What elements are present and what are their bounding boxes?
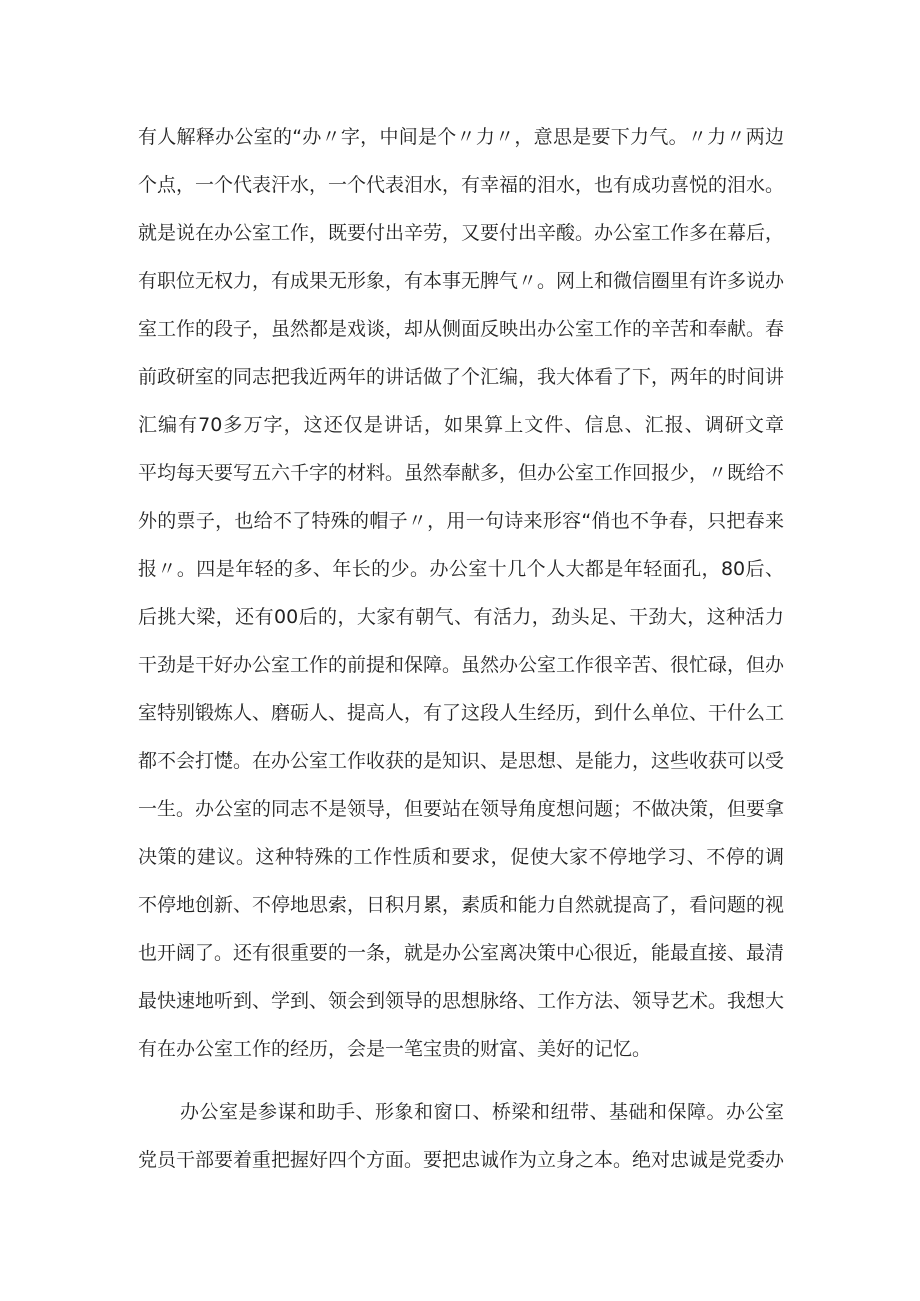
- text-line: 也开阔了。还有很重要的一条，就是办公室离决策中心很近，能最直接、最清: [138, 942, 784, 964]
- text-line: 汇编有70多万字，这还仅是讲话，如果算上文件、信息、汇报、调研文章: [138, 414, 784, 436]
- text-line: 有人解释办公室的“办〃字，中间是个〃力〃，意思是要下力气。〃力〃两边: [138, 126, 784, 148]
- paragraph-2: [138, 1088, 784, 1184]
- text-line: 党员干部要着重把握好四个方面。要把忠诚作为立身之本。绝对忠诚是党委办: [138, 1149, 784, 1171]
- text-line: 平均每天要写五六千字的材料。虽然奉献多，但办公室工作回报少，〃既给不: [138, 462, 784, 484]
- text-line: 不停地创新、不停地思索，日积月累，素质和能力自然就提高了，看问题的视: [138, 894, 784, 916]
- text-line: 决策的建议。这种特殊的工作性质和要求，促使大家不停地学习、不停的调: [138, 846, 784, 868]
- text-line: 一生。办公室的同志不是领导，但要站在领导角度想问题；不做决策，但要拿: [138, 798, 784, 820]
- text-line: 报〃。四是年轻的多、年长的少。办公室十几个人大都是年轻面孔，80后、: [138, 558, 784, 580]
- text-line: 都不会打憷。在办公室工作收获的是知识、是思想、是能力，这些收获可以受: [138, 750, 784, 772]
- text-line: 有职位无权力，有成果无形象，有本事无脾气〃。网上和微信圈里有许多说办: [138, 270, 784, 292]
- text-line: 就是说在办公室工作，既要付出辛劳，又要付出辛酸。办公室工作多在幕后，: [138, 222, 784, 244]
- text-line: 办公室是参谋和助手、形象和窗口、桥梁和纽带、基础和保障。办公室: [180, 1101, 784, 1123]
- paragraph-gap: [138, 1073, 784, 1088]
- text-line: 后挑大梁，还有00后的，大家有朝气、有活力，劲头足、干劲大，这种活力: [138, 606, 784, 628]
- text-line: 干劲是干好办公室工作的前提和保障。虽然办公室工作很辛苦、很忙碌，但办: [138, 654, 784, 676]
- text-line: 有在办公室工作的经历，会是一笔宝贵的财富、美好的记忆。: [138, 1038, 652, 1060]
- text-line: 前政研室的同志把我近两年的讲话做了个汇编，我大体看了下，两年的时间讲: [138, 366, 784, 388]
- text-line: 室特别锻炼人、磨砺人、提高人，有了这段人生经历，到什么单位、干什么工: [138, 702, 784, 724]
- text-line: 个点，一个代表汗水，一个代表泪水，有幸福的泪水，也有成功喜悦的泪水。: [138, 174, 784, 196]
- text-line: 最快速地听到、学到、领会到领导的思想脉络、工作方法、领导艺术。我想大: [138, 990, 784, 1012]
- text-line: 外的票子，也给不了特殊的帽子〃，用一句诗来形容“俏也不争春，只把春来: [138, 510, 784, 532]
- document-page: [138, 113, 784, 1184]
- text-line: 室工作的段子，虽然都是戏谈，却从侧面反映出办公室工作的辛苦和奉献。春: [138, 318, 784, 340]
- paragraph-1: [138, 113, 784, 1073]
